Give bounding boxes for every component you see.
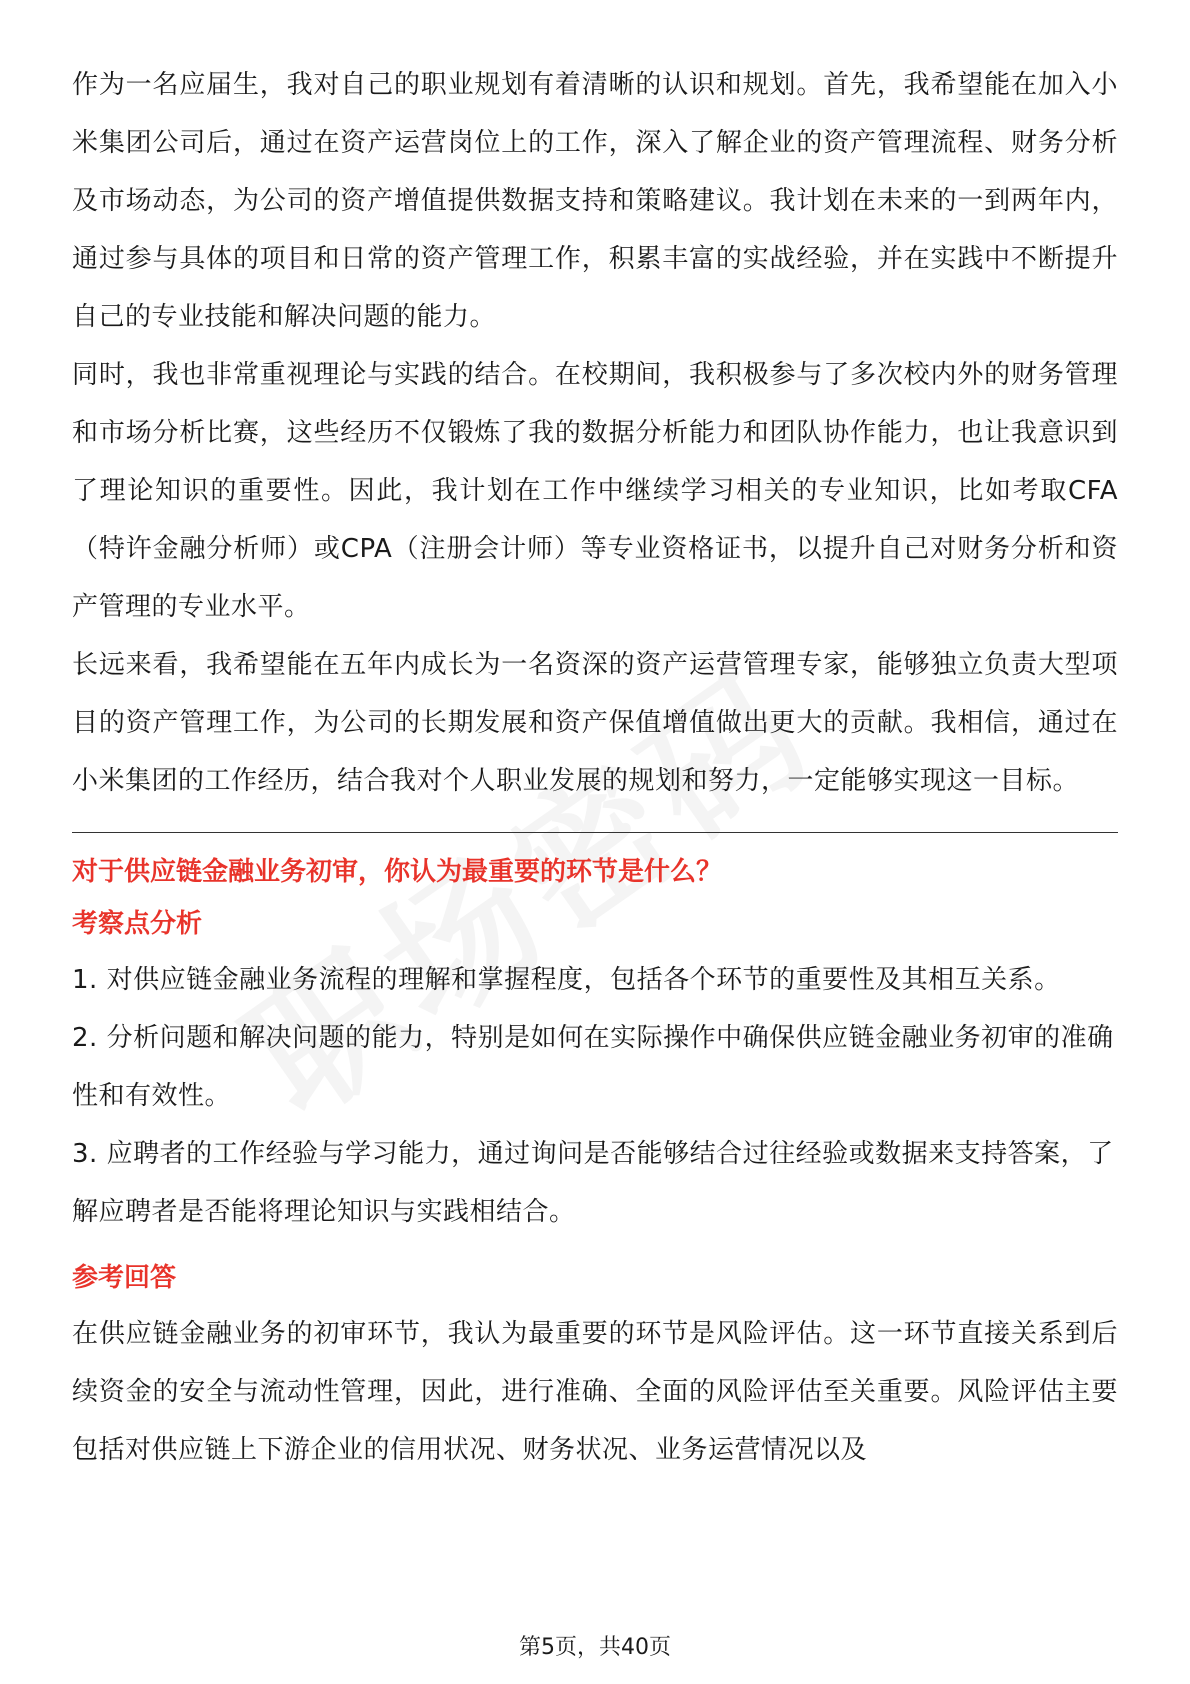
page-number: 第5页，共40页: [519, 1635, 671, 1660]
analysis-item-3: 3. 应聘者的工作经验与学习能力，通过询问是否能够结合过往经验或数据来支持答案，了解应聘者是否能将理论知识与实践相结合。: [72, 1139, 1114, 1227]
answer-paragraph: 在供应链金融业务的初审环节，我认为最重要的环节是风险评估。这一环节直接关系到后续资金的安全与流动性管理，因此，进行准确、全面的风险评估至关重要。风险评估主要包括对供应链上下游企业的信用状况、财务状况、业务运营情况以及: [72, 1319, 1118, 1465]
analysis-item-2: 2. 分析问题和解决问题的能力，特别是如何在实际操作中确保供应链金融业务初审的准确性和有效性。: [72, 1023, 1114, 1111]
analysis-item-1: 1. 对供应链金融业务流程的理解和掌握程度，包括各个环节的重要性及其相互关系。: [72, 965, 1061, 995]
analysis-heading: 考察点分析: [72, 909, 203, 939]
intro-paragraph-1: 作为一名应届生，我对自己的职业规划有着清晰的认识和规划。首先，我希望能在加入小米集团公司后，通过在资产运营岗位上的工作，深入了解企业的资产管理流程、财务分析及市场动态，为公司的资产增值提供数据支持和策略建议。我计划在未来的一到两年内，通过参与具体的项目和日常的资产管理工作，积累丰富的实战经验，并在实践中不断提升自己的专业技能和解决问题的能力。: [72, 70, 1118, 332]
section-divider: [72, 832, 1118, 833]
question-title: 对于供应链金融业务初审，你认为最重要的环节是什么？: [72, 857, 723, 887]
document-body: [72, 56, 1118, 1479]
intro-paragraph-3: 长远来看，我希望能在五年内成长为一名资深的资产运营管理专家，能够独立负责大型项目的资产管理工作，为公司的长期发展和资产保值增值做出更大的贡献。我相信，通过在小米集团的工作经历，结合我对个人职业发展的规划和努力，一定能够实现这一目标。: [72, 650, 1118, 796]
intro-paragraph-2: 同时，我也非常重视理论与实践的结合。在校期间，我积极参与了多次校内外的财务管理和市场分析比赛，这些经历不仅锻炼了我的数据分析能力和团队协作能力，也让我意识到了理论知识的重要性。因此，我计划在工作中继续学习相关的专业知识，比如考取CFA（特许金融分析师）或CPA（注册会计师）等专业资格证书，以提升自己对财务分析和资产管理的专业水平。: [72, 360, 1118, 622]
answer-heading: 参考回答: [72, 1263, 177, 1293]
